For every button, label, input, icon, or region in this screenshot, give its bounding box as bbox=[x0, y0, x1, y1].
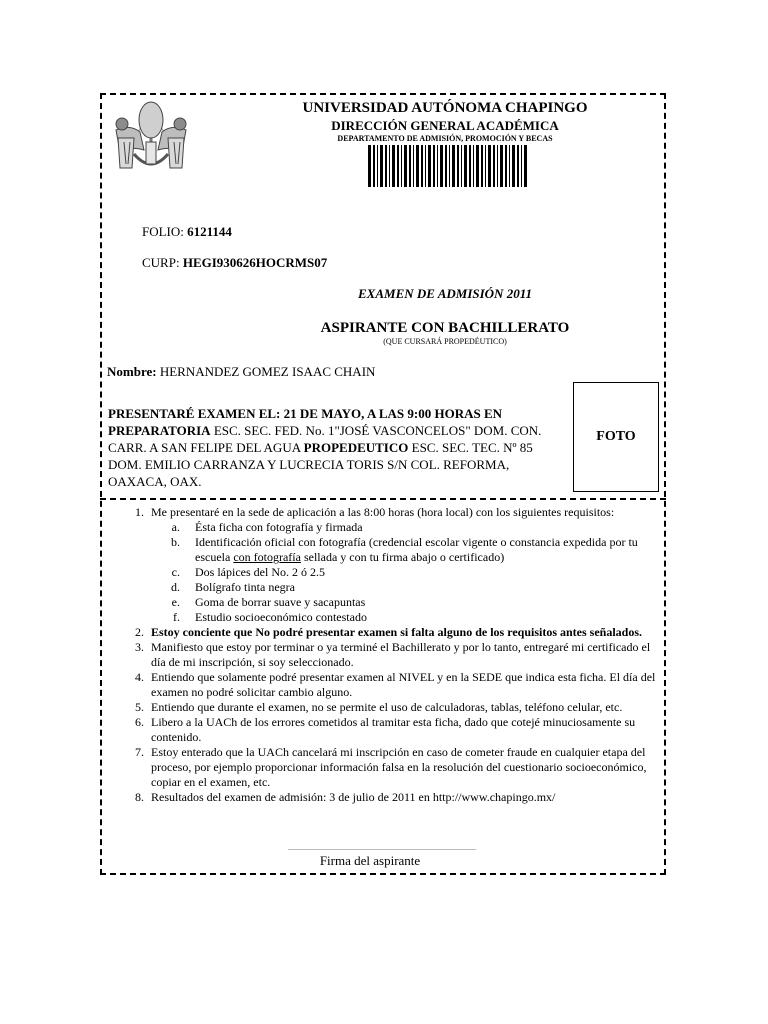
folio-label: FOLIO: bbox=[142, 224, 184, 239]
sub-item bbox=[120, 610, 660, 625]
photo-box bbox=[573, 382, 659, 492]
barcode-bar bbox=[440, 145, 443, 187]
curp-value: HEGI930626HOCRMS07 bbox=[182, 255, 328, 270]
barcode-bar bbox=[373, 145, 375, 187]
barcode-bar bbox=[409, 145, 411, 187]
item-number: 8. bbox=[135, 790, 144, 804]
barcode-bar bbox=[401, 145, 402, 187]
curp-label: CURP: bbox=[142, 255, 180, 270]
sub-letter: d. bbox=[171, 580, 180, 594]
barcode-bar bbox=[380, 145, 383, 187]
sub-text: Ésta ficha con fotografía y firmada bbox=[195, 520, 363, 534]
barcode-bar bbox=[413, 145, 414, 187]
folio-field bbox=[142, 224, 232, 240]
applicant-note: (QUE CURSARÁ PROPEDÉUTICO) bbox=[383, 337, 507, 346]
barcode-bar bbox=[485, 145, 486, 187]
department-name: DEPARTAMENTO DE ADMISIÓN, PROMOCIÓN Y BECAS bbox=[337, 134, 553, 143]
item-number: 5. bbox=[135, 700, 144, 714]
sub-letter: c. bbox=[171, 565, 180, 579]
signature-label: Firma del aspirante bbox=[319, 853, 421, 868]
photo-label: FOTO bbox=[596, 429, 636, 444]
barcode-bar bbox=[449, 145, 450, 187]
barcode-bar bbox=[392, 145, 395, 187]
name-label: Nombre: bbox=[107, 364, 157, 379]
item-text: Me presentaré en la sede de aplicación a las 8:00 horas (hora local) con los siguientes requisitos: bbox=[151, 505, 615, 519]
barcode-bar bbox=[389, 145, 390, 187]
barcode-bar bbox=[505, 145, 507, 187]
barcode-bar bbox=[512, 145, 515, 187]
sub-letter: a. bbox=[171, 520, 180, 534]
list-item bbox=[120, 625, 660, 640]
sub-item bbox=[120, 580, 660, 595]
barcode-bar bbox=[500, 145, 503, 187]
barcode-bar bbox=[493, 145, 495, 187]
sub-text: Dos lápices del No. 2 ó 2.5 bbox=[195, 565, 325, 579]
barcode-bar bbox=[397, 145, 399, 187]
item-text: Entiendo que durante el examen, no se permite el uso de calculadoras, tablas, teléfono celular, etc. bbox=[151, 700, 623, 714]
prep-location: ESC. SEC. FED. No. 1"JOSÉ VASCONCELOS" DOM. CON. CARR. A SAN FELIPE DEL AGUA bbox=[108, 423, 542, 455]
curp-field bbox=[142, 255, 327, 271]
list-item bbox=[120, 715, 660, 745]
barcode-bar bbox=[524, 145, 527, 187]
item-number: 7. bbox=[135, 745, 144, 759]
item-text: Estoy enterado que la UACh cancelará mi inscripción en caso de cometer fraude en cualquier etapa del proceso, por ejemplo proporcionar información falsa en la resolución del cuestionario socioeconómico, copiar en el examen, etc. bbox=[151, 745, 647, 789]
sub-letter: b. bbox=[171, 535, 180, 549]
item-text: Manifiesto que estoy por terminar o ya terminé el Bachillerato y por lo tanto, entregaré mi certificado el día de mi inscripción, si soy seleccionado. bbox=[151, 640, 651, 669]
sub-text: Estudio socioeconómico contestado bbox=[195, 610, 367, 624]
barcode-bar bbox=[457, 145, 459, 187]
barcode-bar bbox=[433, 145, 435, 187]
item-number: 6. bbox=[135, 715, 144, 729]
barcode-bar bbox=[464, 145, 467, 187]
item-number: 1. bbox=[135, 505, 144, 519]
sub-item bbox=[120, 520, 660, 535]
sub-item bbox=[120, 595, 660, 610]
exam-date-text: PRESENTARÉ EXAMEN EL: 21 DE MAYO, A LAS 9:00 HORAS EN bbox=[108, 406, 503, 421]
sub-text-underlined: con fotografía bbox=[233, 550, 301, 564]
item-text: Estoy conciente que No podré presentar examen si falta alguno de los requisitos antes señalados. bbox=[151, 625, 643, 639]
prop-label: PROPEDEUTICO bbox=[303, 440, 409, 455]
list-item bbox=[120, 745, 660, 790]
barcode-bar bbox=[476, 145, 479, 187]
list-item bbox=[120, 505, 660, 520]
sub-item bbox=[120, 535, 660, 565]
prep-label: PREPARATORIA bbox=[108, 423, 211, 438]
item-text: Resultados del examen de admisión: 3 de julio de 2011 en http://www.chapingo.mx/ bbox=[151, 790, 556, 804]
barcode-bar bbox=[461, 145, 462, 187]
requirements-list bbox=[120, 505, 660, 805]
sub-letter: e. bbox=[171, 595, 180, 609]
barcode-bar bbox=[416, 145, 419, 187]
list-item bbox=[120, 790, 660, 805]
university-logo-icon bbox=[110, 98, 192, 178]
barcode-bar bbox=[437, 145, 438, 187]
list-item bbox=[120, 700, 660, 715]
prop-location: ESC. SEC. TEC. Nº 85 DOM. EMILIO CARRANZA Y LUCRECIA TORIS S/N COL. REFORMA, OAXACA, OAX. bbox=[108, 440, 533, 489]
sub-letter: f. bbox=[173, 610, 180, 624]
barcode-bar bbox=[497, 145, 498, 187]
sub-text: Goma de borrar suave y sacapuntas bbox=[195, 595, 366, 609]
list-item bbox=[120, 640, 660, 670]
barcode-bar bbox=[421, 145, 423, 187]
barcode-bar bbox=[517, 145, 519, 187]
barcode-bar bbox=[469, 145, 471, 187]
barcode-bar bbox=[428, 145, 431, 187]
item-text: Entiendo que solamente podré presentar examen al NIVEL y en la SEDE que indica esta ficha. El día del examen no podré solicitar cambio alguno. bbox=[151, 670, 656, 699]
university-name: UNIVERSIDAD AUTÓNOMA CHAPINGO bbox=[302, 100, 588, 116]
barcode-bar bbox=[452, 145, 455, 187]
barcode-bar bbox=[521, 145, 522, 187]
academic-direction: DIRECCIÓN GENERAL ACADÉMICA bbox=[331, 118, 559, 133]
barcode-bar bbox=[488, 145, 491, 187]
barcode-bar bbox=[481, 145, 483, 187]
list-item bbox=[120, 670, 660, 700]
barcode-bar bbox=[368, 145, 371, 187]
barcode-bar bbox=[425, 145, 426, 187]
sub-text: Bolígrafo tinta negra bbox=[195, 580, 295, 594]
sub-item bbox=[120, 565, 660, 580]
applicant-type: ASPIRANTE CON BACHILLERATO bbox=[320, 320, 570, 336]
item-number: 3. bbox=[135, 640, 144, 654]
exam-title: EXAMEN DE ADMISIÓN 2011 bbox=[358, 286, 532, 301]
name-value: HERNANDEZ GOMEZ ISAAC CHAIN bbox=[159, 364, 376, 379]
section-divider bbox=[100, 498, 666, 500]
item-number: 4. bbox=[135, 670, 144, 684]
barcode-bar bbox=[404, 145, 407, 187]
sub-text: Identificación oficial con fotografía (credencial escolar vigente o constancia expedida por tu escuela bbox=[195, 535, 638, 564]
barcode-bar bbox=[377, 145, 378, 187]
folio-value: 6121144 bbox=[187, 224, 232, 239]
barcode-bar bbox=[473, 145, 474, 187]
barcode-bar bbox=[445, 145, 447, 187]
signature-line bbox=[288, 849, 476, 850]
sub-text: sellada y con tu firma abajo o certificado) bbox=[303, 550, 505, 564]
item-text: Libero a la UACh de los errores cometidos al tramitar esta ficha, dado que cotejé minuciosamente su contenido. bbox=[151, 715, 636, 744]
name-field bbox=[107, 364, 375, 380]
item-number: 2. bbox=[135, 625, 144, 639]
barcode-bar bbox=[509, 145, 510, 187]
exam-location bbox=[108, 405, 568, 490]
barcode-bar bbox=[385, 145, 387, 187]
barcode-icon bbox=[366, 145, 528, 187]
